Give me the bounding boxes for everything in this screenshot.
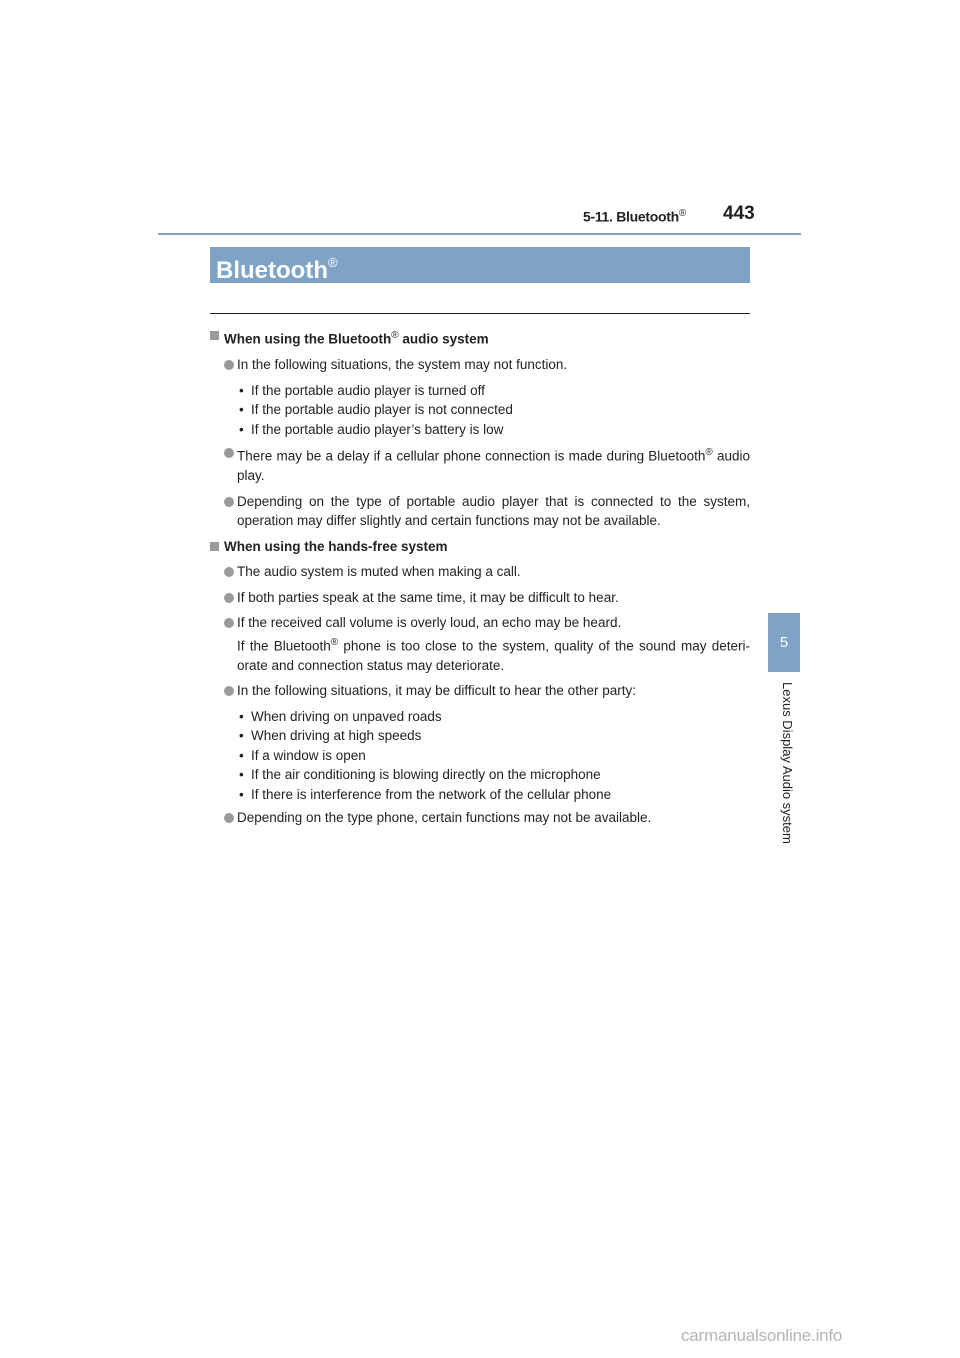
sub-list-item: • If the air conditioning is blowing directly on the microphone	[239, 767, 601, 782]
chapter-number: 5	[779, 634, 789, 651]
sub-list-item: • If there is interference from the network of the cellular phone	[239, 786, 612, 802]
page-number: 443	[723, 203, 755, 224]
circle-bullet-icon	[224, 360, 234, 370]
header-divider	[158, 233, 801, 235]
circle-bullet-icon	[224, 567, 234, 577]
list-item: Depending on the type of portable audio player that is connected to the system, operation may differ slightly and certain functions may not be available.	[210, 492, 750, 531]
square-bullet-icon	[210, 542, 219, 551]
page-title-text: Bluetooth	[216, 257, 328, 284]
circle-bullet-icon	[224, 618, 234, 628]
page-title	[210, 247, 750, 283]
list-item: If the received call volume is overly loud, an echo may be heard. If the Bluetooth® phone is too close to the system, quality of the sound may deteri-orate and connection status may deteriorate.	[210, 613, 750, 675]
sub-list	[210, 707, 750, 805]
list-item: Depending on the type phone, certain functions may not be available.	[210, 808, 750, 828]
section-title: 5-11. Bluetooth	[583, 208, 679, 225]
circle-bullet-icon	[224, 448, 234, 458]
sub-list-item: • If the portable audio player is turned off	[239, 382, 485, 398]
circle-bullet-icon	[224, 593, 234, 603]
chapter-label: Lexus Display Audio system	[780, 682, 795, 844]
title-divider	[210, 313, 750, 314]
list-item: There may be a delay if a cellular phone connection is made during Bluetooth® audio play.	[210, 443, 750, 486]
registered-mark: ®	[678, 208, 686, 219]
section-heading: When using the hands-free system	[210, 537, 750, 557]
main-content	[210, 322, 750, 834]
watermark-link[interactable]: carmanualsonline.info	[681, 1326, 843, 1345]
registered-mark: ®	[327, 255, 338, 270]
list-item: In the following situations, it may be difficult to hear the other party:	[210, 681, 750, 701]
circle-bullet-icon	[224, 497, 234, 507]
list-item: The audio system is muted when making a call.	[210, 562, 750, 582]
sub-list-item: • When driving on unpaved roads	[239, 708, 442, 724]
list-item: If both parties speak at the same time, it may be difficult to hear.	[210, 588, 750, 608]
sub-list	[210, 381, 750, 440]
square-bullet-icon	[210, 331, 219, 340]
running-header	[583, 208, 686, 225]
circle-bullet-icon	[224, 686, 234, 696]
sub-list-item: • When driving at high speeds	[239, 728, 422, 743]
chapter-tab	[768, 613, 800, 672]
section-heading: When using the Bluetooth® audio system	[210, 326, 750, 349]
list-item: In the following situations, the system may not function.	[210, 355, 750, 375]
sub-list-item: • If a window is open	[239, 747, 366, 763]
sub-list-item: • If the portable audio player’s battery is low	[239, 421, 504, 437]
circle-bullet-icon	[224, 813, 234, 823]
sub-list-item: • If the portable audio player is not connected	[239, 402, 513, 417]
